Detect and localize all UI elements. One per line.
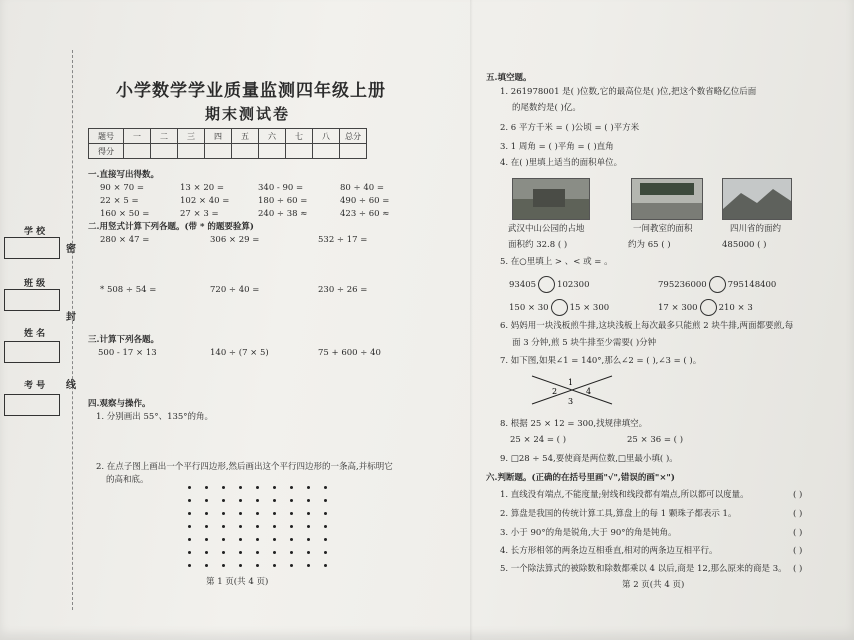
grid-dot (307, 486, 310, 489)
grid-dot (273, 486, 276, 489)
grid-dot (273, 499, 276, 502)
sichuan-photo (722, 178, 792, 220)
score-header-cell: 四 (205, 129, 232, 144)
vertical-calc-item: 306 × 29 = (210, 235, 260, 245)
seal-label-name: 姓 名 (24, 329, 46, 339)
judge-bracket[interactable]: ( ) (793, 564, 803, 574)
exam-title: 小学数学学业质量监测四年级上册 (116, 81, 386, 101)
grid-dot (324, 564, 327, 567)
grid-dot (290, 538, 293, 541)
judge-bracket[interactable]: ( ) (793, 490, 803, 500)
grid-dot (188, 551, 191, 554)
photo-caption: 四川省的面约 (730, 224, 782, 234)
grid-dot (188, 499, 191, 502)
score-header-cell: 题号 (89, 129, 124, 144)
mental-math-item: 490 ÷ 60 = (340, 196, 390, 206)
grid-dot (222, 564, 225, 567)
score-table (88, 128, 367, 159)
compare-circle[interactable] (709, 276, 726, 293)
grid-dot (222, 499, 225, 502)
vertical-calc-item: * 508 ÷ 54 = (100, 285, 157, 295)
grid-dot (239, 486, 242, 489)
grid-dot (205, 525, 208, 528)
exam-subtitle: 期末测试卷 (205, 105, 291, 123)
grid-dot (324, 525, 327, 528)
judge-bracket[interactable]: ( ) (793, 509, 803, 519)
calc-item: 140 ÷ (7 × 5) (210, 348, 269, 358)
fill-q8: 8. 根据 25 × 12 = 300,找规律填空。 (500, 419, 648, 429)
compare-circle[interactable] (551, 299, 568, 316)
grid-dot (205, 512, 208, 515)
angle-label-3: 3 (568, 397, 574, 406)
compare-circle[interactable] (538, 276, 555, 293)
section1-heading: 一.直接写出得数。 (88, 170, 159, 180)
compare-left: 150 × 30 15 × 300 (509, 299, 609, 316)
mental-math-item: 102 × 40 = (180, 196, 230, 206)
grid-dot (239, 538, 242, 541)
compare-circle[interactable] (700, 299, 717, 316)
score-header-cell: 二 (151, 129, 178, 144)
compare-right: 795236000 795148400 (658, 276, 776, 293)
grid-dot (256, 551, 259, 554)
grid-dot (188, 512, 191, 515)
vertical-calc-item: 280 × 47 = (100, 235, 150, 245)
grid-dot (290, 551, 293, 554)
photo-value: 约为 65 ( ) (628, 240, 671, 250)
name-field[interactable] (4, 341, 60, 363)
question-parallelogram-cont: 的高和底。 (106, 475, 149, 485)
angle-label-1: 1 (568, 378, 574, 387)
mental-math-item: 240 ÷ 38 ≈ (258, 209, 308, 219)
vertical-calc-item: 720 ÷ 40 = (210, 285, 260, 295)
mental-math-item: 22 × 5 = (100, 196, 139, 206)
pattern-item: 25 × 36 = ( ) (627, 435, 684, 445)
grid-dot (205, 564, 208, 567)
grid-dot (307, 551, 310, 554)
grid-dot (205, 538, 208, 541)
section4-heading: 四.观察与操作。 (88, 399, 151, 409)
page-footer-left: 第 1 页(共 4 页) (206, 577, 269, 587)
seal-char-feng: 封 (66, 312, 76, 323)
fill-q4: 4. 在( )里填上适当的面积单位。 (500, 158, 623, 168)
mental-math-item: 27 × 3 = (180, 209, 219, 219)
grid-dot (188, 525, 191, 528)
grid-dot (307, 525, 310, 528)
score-cell[interactable] (286, 144, 313, 159)
seal-label-school: 学 校 (24, 227, 46, 237)
question-parallelogram: 2. 在点子图上画出一个平行四边形,然后画出这个平行四边形的一条高,并标明它 (96, 462, 393, 472)
grid-dot (307, 499, 310, 502)
seal-label-class: 班 级 (24, 279, 46, 289)
angle-label-2: 2 (552, 387, 558, 396)
score-cell[interactable] (313, 144, 340, 159)
score-cell[interactable] (124, 144, 151, 159)
vertical-calc-item: 532 ÷ 17 = (318, 235, 368, 245)
grid-dot (205, 486, 208, 489)
fill-q1: 1. 261978001 是( )位数,它的最高位是( )位,把这个数省略亿位后面 (500, 87, 757, 97)
grid-dot (256, 512, 259, 515)
grid-dot (222, 512, 225, 515)
grid-dot (239, 564, 242, 567)
score-row-label: 得分 (89, 144, 124, 159)
score-cell[interactable] (259, 144, 286, 159)
score-header-cell: 总分 (340, 129, 367, 144)
score-cell[interactable] (151, 144, 178, 159)
score-header-cell: 三 (178, 129, 205, 144)
photo-value: 485000 ( ) (722, 240, 767, 250)
photo-caption: 武汉中山公园的占地 (508, 224, 585, 234)
grid-dot (307, 564, 310, 567)
grid-dot (256, 486, 259, 489)
angle-label-4: 4 (586, 387, 592, 396)
judge-item: 5. 一个除法算式的被除数和除数都乘以 4 以后,商是 12,那么原来的商是 3。 (500, 564, 787, 574)
fill-q7: 7. 如下图,如果∠1 = 140°,那么∠2 = ( ),∠3 = ( )。 (500, 356, 702, 366)
angle-diagram (530, 372, 614, 408)
grid-dot (239, 525, 242, 528)
score-table-score-row (89, 144, 367, 159)
fill-q2: 2. 6 平方千米 = ( )公顷 = ( )平方米 (500, 123, 640, 133)
calc-item: 75 + 600 ÷ 40 (318, 348, 381, 358)
score-header-cell: 五 (232, 129, 259, 144)
score-header-cell: 一 (124, 129, 151, 144)
judge-item: 4. 长方形相邻的两条边互相垂直,相对的两条边互相平行。 (500, 546, 718, 556)
page-footer-right: 第 2 页(共 4 页) (622, 580, 685, 590)
grid-dot (256, 499, 259, 502)
fill-q6-cont: 面 3 分钟,煎 5 块牛排至少需要( )分钟 (512, 338, 657, 348)
score-cell[interactable] (205, 144, 232, 159)
park-photo (512, 178, 590, 220)
section6-heading: 六.判断题。(正确的在括号里画"√",错误的画"×") (486, 473, 675, 483)
score-header-cell: 六 (259, 129, 286, 144)
grid-dot (222, 525, 225, 528)
grid-dot (222, 486, 225, 489)
seal-char-mi: 密 (66, 244, 76, 255)
grid-dot (307, 512, 310, 515)
compare-left: 93405 102300 (509, 276, 590, 293)
pattern-item: 25 × 24 = ( ) (510, 435, 567, 445)
fill-q3: 3. 1 周角 = ( )平角 = ( )直角 (500, 142, 614, 152)
grid-dot (273, 551, 276, 554)
score-table-header-row (89, 129, 367, 144)
score-header-cell: 七 (286, 129, 313, 144)
photo-value: 面积约 32.8 ( ) (508, 240, 568, 250)
grid-dot (205, 499, 208, 502)
grid-dot (290, 499, 293, 502)
grid-dot (273, 525, 276, 528)
fill-q9: 9. □28 ÷ 54,要使商是两位数,□里最小填( )。 (500, 454, 678, 464)
school-field[interactable] (4, 237, 60, 259)
mental-math-item: 423 ÷ 60 ≈ (340, 209, 390, 219)
grid-dot (324, 512, 327, 515)
seal-char-xian: 线 (66, 380, 76, 391)
mental-math-item: 160 × 50 = (100, 209, 150, 219)
grid-dot (324, 486, 327, 489)
grid-dot (324, 499, 327, 502)
grid-dot (256, 538, 259, 541)
judge-item: 1. 直线没有端点,不能度量;射线和线段都有端点,所以都可以度量。 (500, 490, 749, 500)
grid-dot (290, 564, 293, 567)
page-fold (470, 0, 473, 640)
judge-item: 3. 小于 90°的角是锐角,大于 90°的角是钝角。 (500, 528, 677, 538)
grid-dot (290, 525, 293, 528)
grid-dot (188, 564, 191, 567)
compare-right: 17 × 300 210 × 3 (658, 299, 753, 316)
grid-dot (273, 538, 276, 541)
exam-id-field[interactable] (4, 394, 60, 416)
fill-q6: 6. 妈妈用一块浅板煎牛排,这块浅板上每次最多只能煎 2 块牛排,两面都要煎,每 (500, 321, 794, 331)
grid-dot (256, 525, 259, 528)
grid-dot (307, 538, 310, 541)
fill-q5: 5. 在○里填上 > 、< 或 = 。 (500, 257, 613, 267)
score-cell[interactable] (178, 144, 205, 159)
mental-math-item: 180 ÷ 60 = (258, 196, 308, 206)
mental-math-item: 90 × 70 = (100, 183, 144, 193)
grid-dot (239, 512, 242, 515)
mental-math-item: 13 × 20 = (180, 183, 224, 193)
grid-dot (188, 538, 191, 541)
grid-dot (273, 564, 276, 567)
grid-dot (324, 551, 327, 554)
seal-label-id: 考 号 (24, 381, 46, 391)
photo-caption: 一间教室的面积 (633, 224, 693, 234)
score-cell[interactable] (232, 144, 259, 159)
grid-dot (290, 486, 293, 489)
grid-dot (324, 538, 327, 541)
class-field[interactable] (4, 289, 60, 311)
classroom-photo (631, 178, 703, 220)
seal-dashed-line (72, 50, 73, 610)
judge-item: 2. 算盘是我国的传统计算工具,算盘上的每 1 颗珠子都表示 1。 (500, 509, 737, 519)
grid-dot (256, 564, 259, 567)
judge-bracket[interactable]: ( ) (793, 528, 803, 538)
calc-item: 500 - 17 × 13 (98, 348, 157, 358)
grid-dot (273, 512, 276, 515)
judge-bracket[interactable]: ( ) (793, 546, 803, 556)
grid-dot (239, 499, 242, 502)
grid-dot (222, 551, 225, 554)
section5-heading: 五.填空题。 (486, 73, 532, 83)
grid-dot (239, 551, 242, 554)
grid-dot (222, 538, 225, 541)
fill-q1-cont: 的尾数约是( )亿。 (512, 103, 581, 113)
score-header-cell: 八 (313, 129, 340, 144)
grid-dot (290, 512, 293, 515)
mental-math-item: 80 ÷ 40 = (340, 183, 384, 193)
question-angles: 1. 分别画出 55°、135°的角。 (96, 412, 214, 422)
section2-heading: 二.用竖式计算下列各题。(带 * 的题要验算) (88, 222, 254, 232)
grid-dot (205, 551, 208, 554)
vertical-calc-item: 230 ÷ 26 = (318, 285, 368, 295)
section3-heading: 三.计算下列各题。 (88, 335, 159, 345)
mental-math-item: 340 - 90 = (258, 183, 304, 193)
grid-dot (188, 486, 191, 489)
score-cell[interactable] (340, 144, 367, 159)
